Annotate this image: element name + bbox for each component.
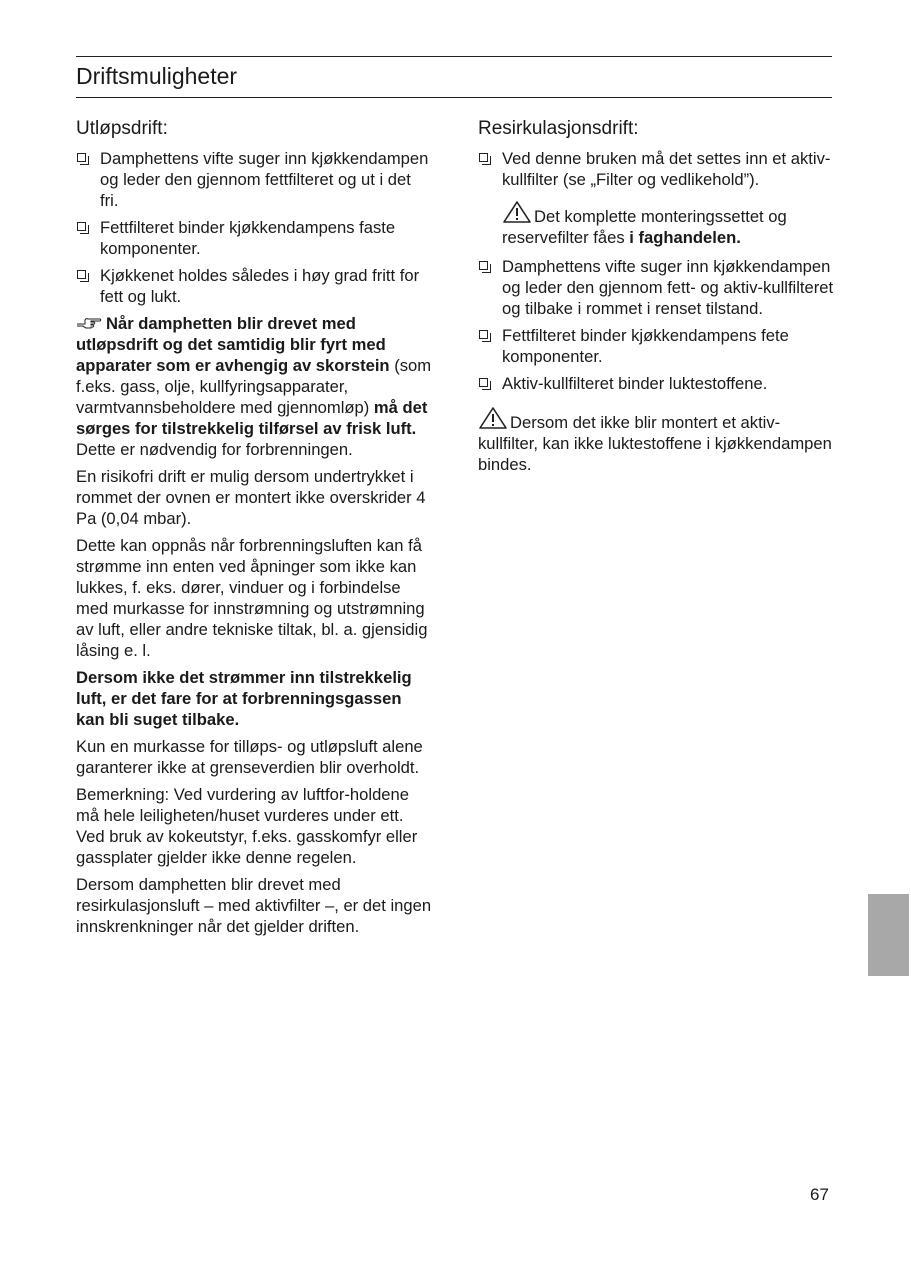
checkbox-bullet-icon [479, 153, 488, 162]
pointing-hand-icon [76, 316, 102, 330]
recirculation-bullet-list-2 [478, 256, 834, 394]
paragraph: Bemerkning: Ved vurdering av luftfor-holdene må hele leiligheten/huset vurderes under ett. Ved bruk av kokeutstyr, f.eks. gasskomfyr eller gassplater gjelder ikke denne regelen. [76, 785, 418, 867]
language-thumb-tab [868, 894, 909, 976]
checkbox-bullet-icon [479, 261, 488, 270]
page-number: 67 [810, 1185, 829, 1204]
header-rule-bottom [76, 97, 832, 98]
paragraph: Dette kan oppnås når forbrenningsluften kan få strømme inn enten ved åpninger som ikke kan lukkes, f. eks. dører, vinduer og i forbindelse med murkasse for innstrømning og utstrømning av luft, eller andre tekniske tiltak, bl. a. gjensidig låsing e. l. [76, 536, 428, 660]
right-column [478, 116, 834, 481]
checkbox-bullet-icon [77, 153, 86, 162]
checkbox-bullet-icon [479, 378, 488, 387]
header-rule-top [76, 56, 832, 57]
list-item: Damphettens vifte suger inn kjøkkendampen og leder den gjennom fett- og aktiv-kullfilteret og tilbake i rommet i renset tilstand. [478, 256, 834, 319]
warning-triangle-icon [502, 200, 532, 224]
left-column [76, 116, 432, 943]
chimney-note: Når damphetten blir drevet med utløpsdrift og det samtidig blir fyrt med apparater som er avhengig av skorstein (som f.eks. gass, olje, kullfyringsapparater, varmtvannsbeholdere med gjennomløp) må det sørges for tilstrekkelig tilførsel av frisk luft. Dette er nødvendig for forbrenningen. [76, 314, 432, 459]
page-title: Driftsmuligheter [76, 63, 238, 89]
paragraph: En risikofri drift er mulig dersom undertrykket i rommet der ovnen er montert ikke overskrider 4 Pa (0,04 mbar). [76, 467, 426, 528]
paragraph: Dersom damphetten blir drevet med resirkulasjonsluft – med aktivfilter –, er det ingen innskrenkninger når det gjelder driften. [76, 875, 432, 936]
checkbox-bullet-icon [77, 270, 86, 279]
warning-triangle-icon [478, 406, 508, 430]
paragraph: Kun en murkasse for tilløps- og utløpsluft alene garanterer ikke at grenseverdien blir overholdt. [76, 737, 423, 777]
list-item: Kjøkkenet holdes således i høy grad fritt for fett og lukt. [76, 265, 432, 307]
checkbox-bullet-icon [77, 222, 86, 231]
list-item: Ved denne bruken må det settes inn et aktiv-kullfilter (se „Filter og vedlikehold”). [478, 148, 834, 190]
list-item: Fettfilteret binder kjøkkendampens faste komponenter. [76, 217, 432, 259]
list-item: Aktiv-kullfilteret binder luktestoffene. [478, 373, 834, 394]
list-item: Fettfilteret binder kjøkkendampens fete komponenter. [478, 325, 834, 367]
list-item: Damphettens vifte suger inn kjøkkendampen og leder den gjennom fettfilteret og ut i det fri. [76, 148, 432, 211]
section-heading-recirculation: Resirkulasjonsdrift: [478, 118, 639, 139]
section-heading-exhaust: Utløpsdrift: [76, 118, 168, 139]
exhaust-bullet-list [76, 148, 432, 307]
checkbox-bullet-icon [479, 330, 488, 339]
filter-caution: Dersom det ikke blir montert et aktiv-kullfilter, kan ikke luktestoffene i kjøkkendampen bindes. [478, 406, 834, 475]
recirculation-bullet-list-1 [478, 148, 834, 190]
backdraft-warning: Dersom ikke det strømmer inn tilstrekkelig luft, er det fare for at forbrenningsgassen kan bli suget tilbake. [76, 668, 412, 729]
kit-caution: Det komplette monteringssettet og reservefilter fåes i faghandelen. [478, 200, 834, 248]
